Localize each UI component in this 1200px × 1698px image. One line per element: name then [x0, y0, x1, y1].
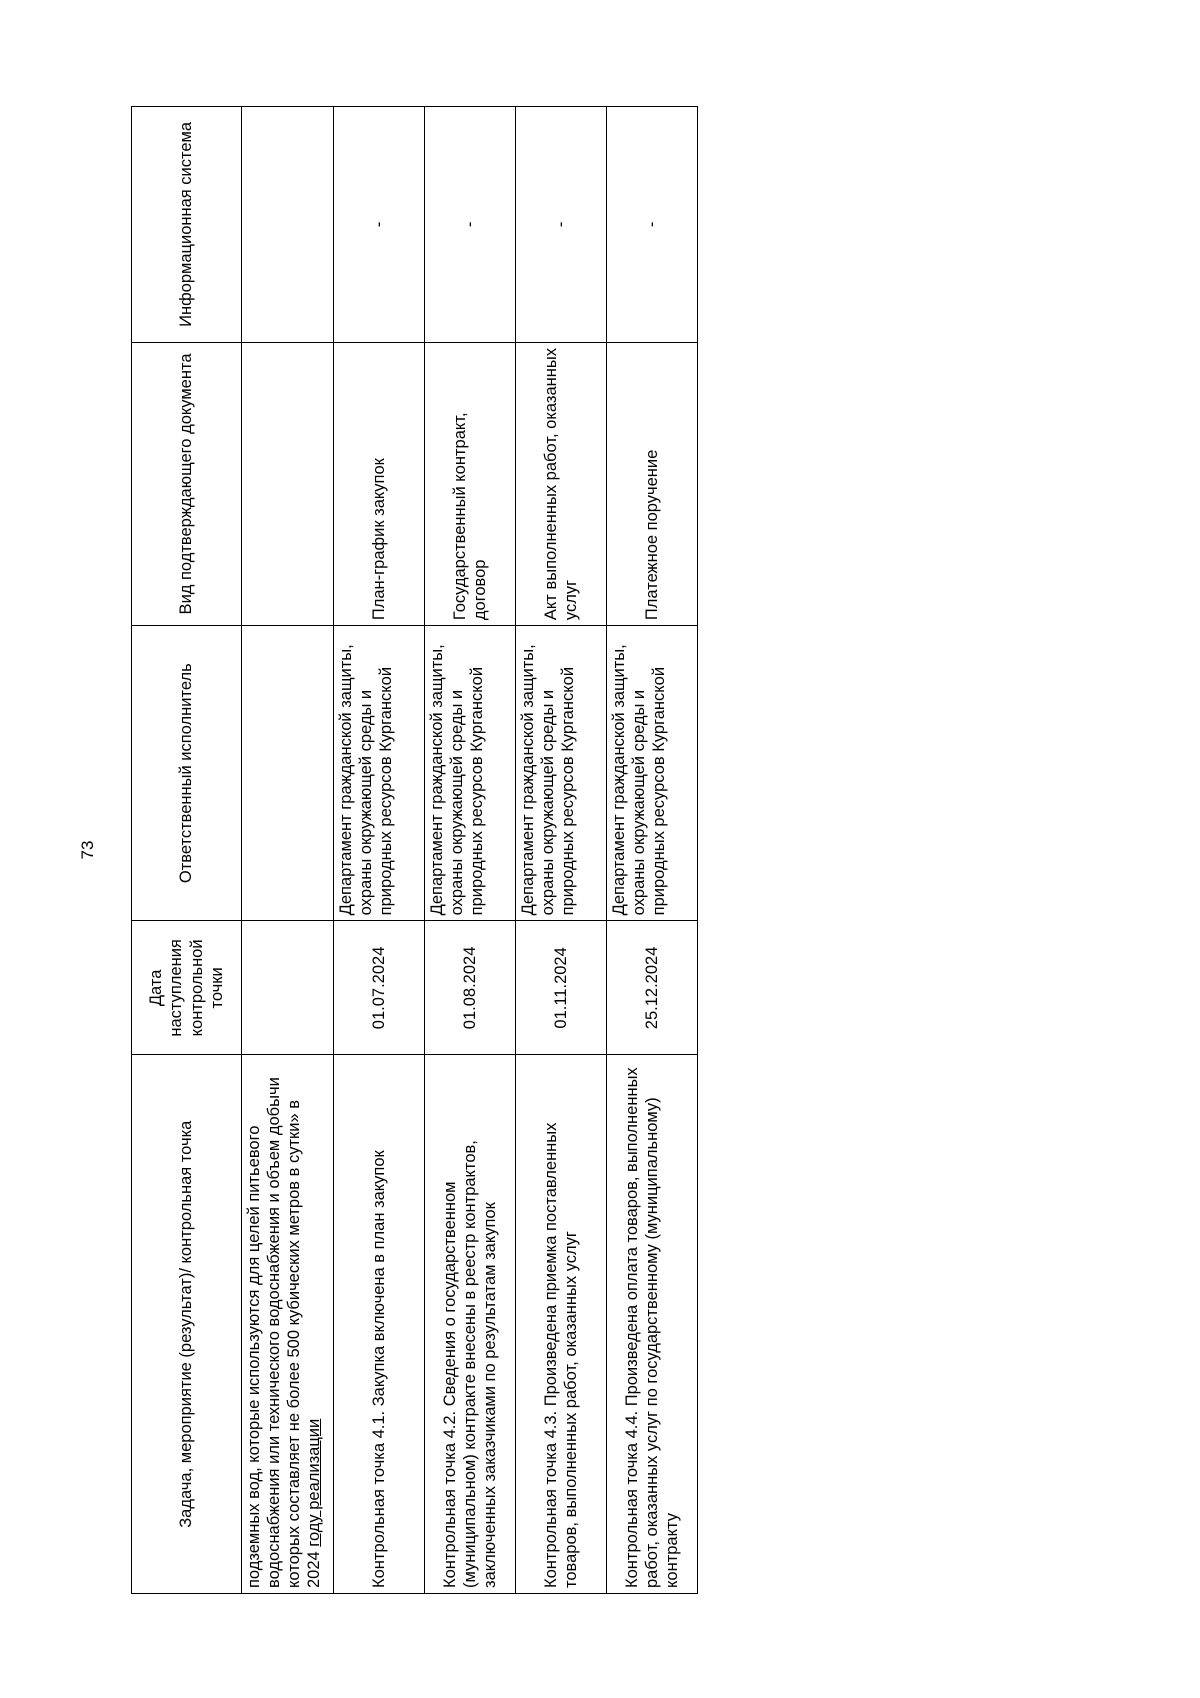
- date-cell: 01.07.2024: [334, 921, 425, 1055]
- continuation-date-cell: [242, 921, 334, 1055]
- executor-cell: Департамент гражданской защиты, охраны окружающей среды и природных ресурсов Курганской: [425, 626, 516, 921]
- system-cell: -: [334, 107, 425, 343]
- task-cell: Контрольная точка 4.4. Произведена оплата товаров, выполненных работ, оказанных услуг по государственному (муниципальному) контракту: [607, 1055, 698, 1594]
- continuation-task-cell: [242, 1055, 334, 1594]
- task-cell: Контрольная точка 4.3. Произведена приемка поставленных товаров, выполненных работ, оказанных услуг: [516, 1055, 607, 1594]
- table-row: [334, 107, 425, 1594]
- date-cell: 25.12.2024: [607, 921, 698, 1055]
- header-date: Дата наступления контрольной точки: [132, 921, 242, 1055]
- system-cell: -: [516, 107, 607, 343]
- continuation-executor-cell: [242, 626, 334, 921]
- header-task: Задача, мероприятие (результат)/ контрольная точка: [132, 1055, 242, 1594]
- header-executor: Ответственный исполнитель: [132, 626, 242, 921]
- continuation-document-cell: [242, 342, 334, 625]
- table-row: [607, 107, 698, 1594]
- header-document: Вид подтверждающего документа: [132, 342, 242, 625]
- continuation-task-underlined: году реализации: [305, 1418, 324, 1547]
- task-cell: Контрольная точка 4.1. Закупка включена в план закупок: [334, 1055, 425, 1594]
- executor-cell: Департамент гражданской защиты, охраны окружающей среды и природных ресурсов Курганской: [516, 626, 607, 921]
- table-row: [425, 107, 516, 1594]
- executor-cell: Департамент гражданской защиты, охраны окружающей среды и природных ресурсов Курганской: [334, 626, 425, 921]
- system-cell: -: [425, 107, 516, 343]
- date-cell: 01.11.2024: [516, 921, 607, 1055]
- executor-cell: Департамент гражданской защиты, охраны окружающей среды и природных ресурсов Курганской: [607, 626, 698, 921]
- control-points-table: [131, 106, 698, 1594]
- date-cell: 01.08.2024: [425, 921, 516, 1055]
- table-header-row: [132, 107, 242, 1594]
- document-cell: План-график закупок: [334, 342, 425, 625]
- continuation-system-cell: [242, 107, 334, 343]
- system-cell: -: [607, 107, 698, 343]
- document-cell: Платежное поручение: [607, 342, 698, 625]
- table-row-continuation: [242, 107, 334, 1594]
- table-rotation-wrapper: [131, 106, 697, 1594]
- task-cell: Контрольная точка 4.2. Сведения о государственном (муниципальном) контракте внесены в реестр контрактов, заключенных заказчиками по результатам закупок: [425, 1055, 516, 1594]
- page-number: 73: [78, 840, 97, 860]
- continuation-task-text: подземных вод, которые используются для целей питьевого водоснабжения или технического водоснабжения и объем добычи которых составляет не более 500 кубических метров в сутки» в 2024: [245, 1077, 324, 1588]
- table-row: [516, 107, 607, 1594]
- header-system: Информационная система: [132, 107, 242, 343]
- document-cell: Государственный контракт, договор: [425, 342, 516, 625]
- document-cell: Акт выполненных работ, оказанных услуг: [516, 342, 607, 625]
